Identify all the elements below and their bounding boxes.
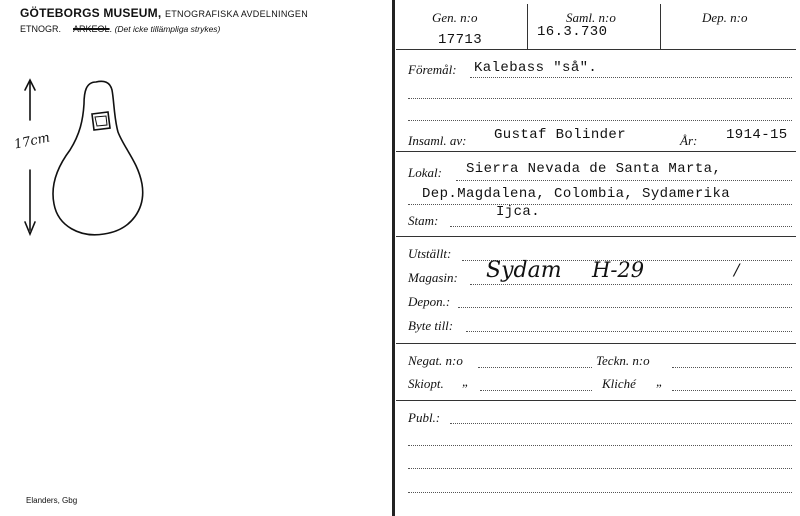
byte-line (466, 331, 792, 332)
foremal-line-3 (408, 120, 792, 121)
lokal-value-2: Dep.Magdalena, Colombia, Sydamerika (422, 186, 731, 202)
publ-line-2 (408, 445, 792, 446)
lokal-line-2 (408, 204, 792, 205)
dep-label: Dep. n:o (702, 10, 748, 25)
card-divider (392, 0, 395, 516)
foremal-line (470, 77, 792, 78)
kliche-ditto: „ (656, 374, 664, 389)
gourd-opening (92, 112, 110, 130)
section-rule-1 (396, 151, 796, 152)
foremal-value: Kalebass "så". (474, 60, 598, 76)
lokal-value-1: Sierra Nevada de Santa Marta, (466, 161, 722, 177)
gourd-sketch (0, 70, 180, 250)
publ-line-4 (408, 492, 792, 493)
gourd-opening-inner (95, 116, 107, 126)
skiopt-label: Skiopt. (408, 376, 444, 391)
depon-label: Depon.: (408, 294, 451, 309)
insaml-value: Gustaf Bolinder (494, 127, 627, 143)
strike-note: (Det icke tillämpliga strykes) (114, 24, 221, 34)
utstallt-label: Utställt: (408, 246, 452, 261)
kliche-label: Kliché (602, 376, 636, 391)
header-bottom-rule (396, 49, 796, 50)
saml-label: Saml. n:o (566, 10, 616, 25)
magasin-line (470, 284, 792, 285)
etnogr-label: ETNOGR. (20, 24, 62, 34)
section-rule-3 (396, 343, 796, 344)
ar-label: År: (680, 133, 698, 148)
lokal-label: Lokal: (408, 165, 442, 180)
gen-label: Gen. n:o (432, 10, 478, 25)
depon-line (458, 307, 792, 308)
magasin-mark: / (734, 260, 740, 279)
publ-label: Publ.: (408, 410, 441, 425)
arkeol-struck-label: ARKEOL (73, 24, 110, 34)
stam-label: Stam: (408, 213, 439, 228)
printer-imprint: Elanders, Gbg (26, 496, 78, 505)
teckn-label: Teckn. n:o (596, 353, 650, 368)
stam-value: Ijca. (496, 204, 541, 220)
stam-line (450, 226, 792, 227)
magasin-value: Sydam (486, 258, 562, 283)
section-selector (20, 24, 220, 34)
museum-name: GÖTEBORGS MUSEUM, (20, 6, 162, 20)
section-rule-2 (396, 236, 796, 237)
header-col-divider-2 (660, 4, 661, 49)
skiopt-ditto: „ (462, 374, 470, 389)
publ-line-3 (408, 468, 792, 469)
header-col-divider-1 (527, 4, 528, 49)
foremal-label: Föremål: (408, 62, 457, 77)
section-rule-4 (396, 400, 796, 401)
skiopt-line (480, 390, 592, 391)
insaml-label: Insaml. av: (408, 133, 467, 148)
gourd-outline (53, 81, 143, 234)
lokal-line-1 (456, 180, 792, 181)
ar-value: 1914-15 (726, 127, 788, 143)
foremal-line-2 (408, 98, 792, 99)
publ-line-1 (450, 423, 792, 424)
saml-value: 16.3.730 (537, 24, 608, 40)
department-name: ETNOGRAFISKA AVDELNINGEN (164, 9, 309, 19)
negat-label: Negat. n:o (408, 353, 463, 368)
byte-label: Byte till: (408, 318, 454, 333)
kliche-line (672, 390, 792, 391)
negat-line (478, 367, 592, 368)
magasin-shelf: H-29 (592, 258, 645, 282)
teckn-line (672, 367, 792, 368)
museum-header (20, 6, 308, 20)
magasin-label: Magasin: (408, 270, 458, 285)
gen-value: 17713 (438, 32, 483, 48)
size-note: 17cm (12, 130, 52, 153)
arkeol-suffix: . (109, 24, 113, 34)
